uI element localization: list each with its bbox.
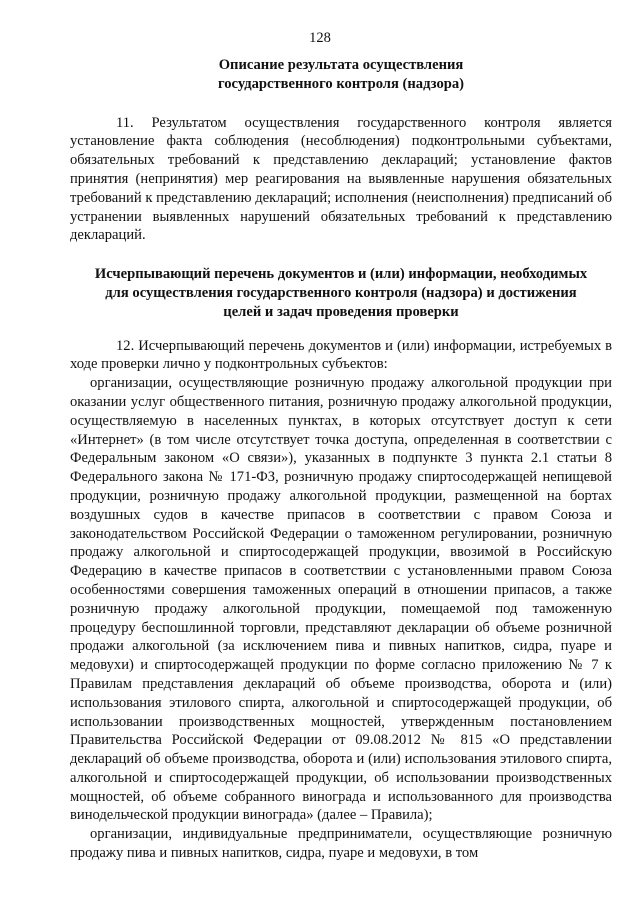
section-heading-result [70, 56, 612, 94]
heading-line: государственного контроля (надзора) [217, 75, 465, 92]
heading-line: Исчерпывающий перечень документов и (или) информации, необходимых [94, 266, 588, 283]
paragraph-12-intro: 12. Исчерпывающий перечень документов и (или) информации, истребуемых в ходе проверки лично у подконтрольных субъектов: [70, 337, 612, 373]
spacer [70, 322, 612, 337]
heading-line: целей и задач проведения проверки [223, 303, 459, 320]
spacer [70, 94, 612, 114]
paragraph-organizations: организации, осуществляющие розничную продажу алкогольной продукции при оказании услуг общественного питания, розничную продажу алкогольной продукции, осуществляемую в населенных пунктах, в которых отсутствует доступ к сети «Интернет» (в том числе отсутствует точка доступа, определенная в соответствии с Федеральным законом «О связи»), указанных в подпункте 3 пункта 2.1 статьи 8 Федерального закона № 171-ФЗ, розничную продажу спиртосодержащей непищевой продукции, розничную продажу алкогольной продукции, размещенной на бортах воздушных судов в качестве припасов в соответствии с правом Союза и законодательством Российской Федерации о таможенном регулировании, розничную продажу алкогольной и спиртосодержащей продукции, ввозимой в Российскую Федерацию в качестве припасов в соответствии с установленными правом Союза особенностями совершения таможенных операций в отношении припасов, а также розничную продажу алкогольной продукции, помещаемой под таможенную процедуру беспошлинной торговли, представляют декларации об объеме розничной продажи алкогольной (за исключением пива и пивных напитков, сидра, пуаре и медовухи) и спиртосодержащей продукции по форме согласно приложению № 7 к Правилам представления деклараций об объеме производства, оборота и (или) использования этилового спирта, алкогольной и спиртосодержащей продукции, об использовании производственных мощностей, утвержденным постановлением Правительства Российской Федерации от 09.08.2012 № 815 «О представлении деклараций об объеме производства, оборота и (или) использования этилового спирта, алкогольной и спиртосодержащей продукции, об использовании производственных мощностей, об объеме собранного винограда и использованного для производства винодельческой продукции винограда» (далее – Правила); [70, 375, 612, 824]
page-number: 128 [309, 30, 331, 46]
document-body [70, 56, 612, 863]
heading-line: Описание результата осуществления [218, 57, 464, 73]
paragraph-11: 11. Результатом осуществления государственного контроля является установление факта соблюдения (несоблюдения) подконтрольными субъектами, обязательных требований к представлению деклараций; установление фактов принятия (непринятия) мер реагирования на выявленные нарушения обязательных требований к представлению деклараций; исполнения (неисполнения) предписаний об устранении выявленных нарушений обязательных требований к представлению деклараций. [70, 114, 612, 244]
section-heading-documents [70, 265, 612, 321]
spacer [70, 245, 612, 265]
heading-line: для осуществления государственного контроля (надзора) и достижения [105, 284, 577, 301]
paragraph-entrepreneurs: организации, индивидуальные предприниматели, осуществляющие розничную продажу пива и пивных напитков, сидра, пуаре и медовухи, в том [70, 826, 612, 862]
